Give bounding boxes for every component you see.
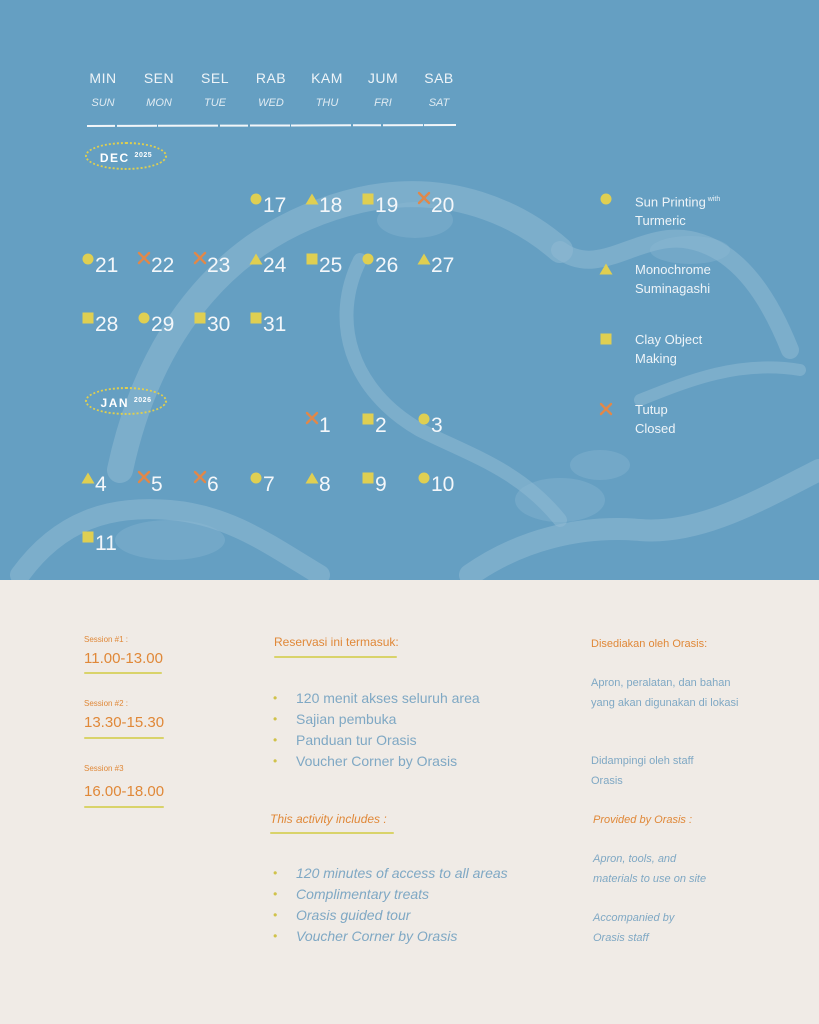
calendar-day-jan-10[interactable] — [417, 471, 477, 501]
weekday-sun — [73, 70, 133, 109]
month-name: JAN — [100, 396, 130, 410]
calendar-day-dec-21[interactable] — [81, 252, 141, 282]
includes-list — [273, 688, 480, 772]
monochrome-icon — [599, 262, 613, 276]
calendar-day-dec-20[interactable] — [417, 192, 477, 222]
day-number: 22 — [151, 254, 175, 277]
closed-icon — [599, 402, 613, 416]
day-number: 26 — [375, 254, 399, 277]
provided-items: Apron, tools, and materials to use on site — [593, 853, 707, 885]
sun-printing-icon — [417, 412, 431, 426]
sun-printing-icon — [81, 252, 95, 266]
list-item: • Complimentary treats — [273, 884, 508, 905]
calendar-day-dec-30[interactable] — [193, 311, 253, 341]
closed-icon — [417, 191, 431, 205]
session-time: 11.00-13.00 — [84, 650, 163, 667]
weekday-label-en: FRI — [374, 97, 392, 109]
day-number: 24 — [263, 254, 287, 277]
list-item: • 120 minutes of access to all areas — [273, 863, 508, 884]
calendar-day-dec-18[interactable] — [305, 192, 365, 222]
calendar-day-jan-8[interactable] — [305, 471, 365, 501]
day-number: 5 — [151, 473, 163, 496]
clay-object-icon — [193, 311, 207, 325]
calendar-day-jan-1[interactable] — [305, 412, 365, 442]
month-badge-dec — [85, 142, 167, 170]
weekday-label-id: RAB — [255, 70, 287, 86]
legend-label-line1: Tutup — [635, 402, 668, 417]
weekday-tue — [185, 70, 245, 109]
clay-object-icon — [81, 311, 95, 325]
weekday-label-en: SUN — [91, 97, 115, 109]
calendar-day-jan-4[interactable] — [81, 471, 141, 501]
calendar-day-dec-24[interactable] — [249, 252, 309, 282]
session-underline — [84, 737, 164, 739]
calendar-day-jan-3[interactable] — [417, 412, 477, 442]
month-year: 2025 — [134, 152, 153, 159]
day-number: 29 — [151, 313, 175, 336]
weekday-fri — [353, 70, 413, 109]
clay-object-icon — [305, 252, 319, 266]
day-number: 8 — [319, 473, 331, 496]
calendar-day-dec-22[interactable] — [137, 252, 197, 282]
legend-label-line2: Closed — [635, 421, 676, 436]
weekday-label-id: KAM — [311, 70, 343, 86]
monochrome-icon — [305, 471, 319, 485]
includes-heading: This activity includes : — [270, 812, 387, 826]
legend-label — [635, 260, 745, 298]
clay-object-icon — [361, 412, 375, 426]
day-number: 7 — [263, 473, 275, 496]
list-item: • 120 menit akses seluruh area — [273, 688, 480, 709]
day-number: 1 — [319, 414, 331, 437]
calendar-day-jan-2[interactable] — [361, 412, 421, 442]
day-number: 6 — [207, 473, 219, 496]
calendar-day-dec-28[interactable] — [81, 311, 141, 341]
monochrome-icon — [417, 252, 431, 266]
sun-printing-icon — [249, 192, 263, 206]
legend-label — [635, 400, 745, 438]
day-number: 27 — [431, 254, 455, 277]
weekday-wed — [241, 70, 301, 109]
clay-object-icon — [361, 192, 375, 206]
provided-items: Apron, peralatan, dan bahan yang akan digunakan di lokasi — [591, 677, 739, 709]
closed-icon — [193, 251, 207, 265]
session-time: 16.00-18.00 — [84, 783, 165, 800]
weekday-thu — [297, 70, 357, 109]
calendar-day-dec-25[interactable] — [305, 252, 365, 282]
weekday-sat — [409, 70, 469, 109]
list-item: • Sajian pembuka — [273, 709, 480, 730]
provided-staff: Accompanied by Orasis staff — [593, 912, 675, 944]
session-label: Session #3 — [84, 764, 124, 773]
weekday-label-id: SAB — [424, 70, 454, 86]
weekday-label-id: JUM — [367, 70, 399, 86]
session-underline — [84, 806, 164, 808]
legend-label-line2: Turmeric — [635, 213, 686, 229]
weekday-label-en: WED — [258, 97, 284, 109]
provided-staff: Didampingi oleh staff Orasis — [591, 755, 694, 787]
legend-label-line2: Making — [635, 351, 677, 366]
calendar-day-dec-29[interactable] — [137, 311, 197, 341]
calendar-day-dec-27[interactable] — [417, 252, 477, 282]
closed-icon — [193, 470, 207, 484]
day-number: 11 — [95, 532, 117, 555]
month-badge-jan — [85, 387, 167, 415]
legend-label-line2: Suminagashi — [635, 281, 711, 296]
legend-label — [635, 190, 745, 230]
info-panel — [0, 580, 819, 1024]
closed-icon — [137, 251, 151, 265]
closed-icon — [137, 470, 151, 484]
monochrome-icon — [305, 192, 319, 206]
list-item: • Voucher Corner by Orasis — [273, 926, 508, 947]
month-name: DEC — [99, 151, 130, 165]
heading-underline — [270, 832, 394, 834]
legend-label — [635, 330, 745, 368]
calendar-day-jan-11[interactable] — [81, 530, 141, 560]
sun-printing-icon — [599, 192, 613, 206]
clay-object-icon — [81, 530, 95, 544]
weekday-label-id: SEL — [201, 70, 229, 86]
calendar-day-dec-17[interactable] — [249, 192, 309, 222]
day-number: 18 — [319, 194, 343, 217]
day-number: 9 — [375, 473, 387, 496]
weekday-label-en: MON — [146, 97, 172, 109]
calendar-day-jan-7[interactable] — [249, 471, 309, 501]
legend-label-sup: with — [705, 196, 721, 203]
sun-printing-icon — [249, 471, 263, 485]
includes-list — [273, 863, 508, 947]
calendar-day-dec-31[interactable] — [249, 311, 309, 341]
day-number: 20 — [431, 194, 455, 217]
clay-object-icon — [249, 311, 263, 325]
calendar-day-jan-9[interactable] — [361, 471, 421, 501]
day-number: 19 — [375, 194, 399, 217]
list-item: • Panduan tur Orasis — [273, 730, 480, 751]
calendar-day-jan-6[interactable] — [193, 471, 253, 501]
calendar-day-dec-19[interactable] — [361, 192, 421, 222]
provided-heading: Disediakan oleh Orasis: — [591, 638, 708, 650]
monochrome-icon — [81, 471, 95, 485]
monochrome-icon — [249, 252, 263, 266]
closed-icon — [305, 411, 319, 425]
day-number: 2 — [375, 414, 387, 437]
day-number: 25 — [319, 254, 343, 277]
clay-object-icon — [361, 471, 375, 485]
calendar-day-dec-23[interactable] — [193, 252, 253, 282]
header-underline — [86, 123, 458, 129]
includes-heading: Reservasi ini termasuk: — [274, 635, 399, 649]
sun-printing-icon — [417, 471, 431, 485]
day-number: 10 — [431, 473, 455, 496]
clay-object-icon — [599, 332, 613, 346]
weekday-label-en: THU — [315, 97, 339, 109]
day-number: 17 — [263, 194, 287, 217]
weekday-label-en: SAT — [428, 97, 450, 109]
weekday-label-en: TUE — [204, 97, 226, 109]
weekday-mon — [129, 70, 189, 109]
legend-label-line1: Clay Object — [635, 332, 703, 347]
calendar-day-dec-26[interactable] — [361, 252, 421, 282]
calendar-day-jan-5[interactable] — [137, 471, 197, 501]
legend-label-line1: Monochrome — [635, 262, 711, 277]
session-time: 13.30-15.30 — [84, 714, 165, 731]
day-number: 28 — [95, 313, 119, 336]
weekday-label-id: MIN — [89, 70, 117, 86]
session-label: Session #1 : — [84, 635, 129, 644]
day-number: 21 — [95, 254, 119, 277]
day-number: 31 — [263, 313, 287, 336]
weekday-label-id: SEN — [143, 70, 175, 86]
heading-underline — [274, 656, 397, 658]
session-label: Session #2 : — [84, 699, 129, 708]
list-item: • Voucher Corner by Orasis — [273, 751, 480, 772]
provided-heading: Provided by Orasis : — [593, 814, 693, 826]
month-year: 2026 — [133, 397, 152, 404]
sun-printing-icon — [361, 252, 375, 266]
day-number: 4 — [95, 473, 107, 496]
session-underline — [84, 672, 162, 674]
day-number: 30 — [207, 313, 231, 336]
sun-printing-icon — [137, 311, 151, 325]
legend-label-line1: Sun Printing — [635, 194, 706, 210]
list-item: • Orasis guided tour — [273, 905, 508, 926]
day-number: 23 — [207, 254, 231, 277]
day-number: 3 — [431, 414, 443, 437]
